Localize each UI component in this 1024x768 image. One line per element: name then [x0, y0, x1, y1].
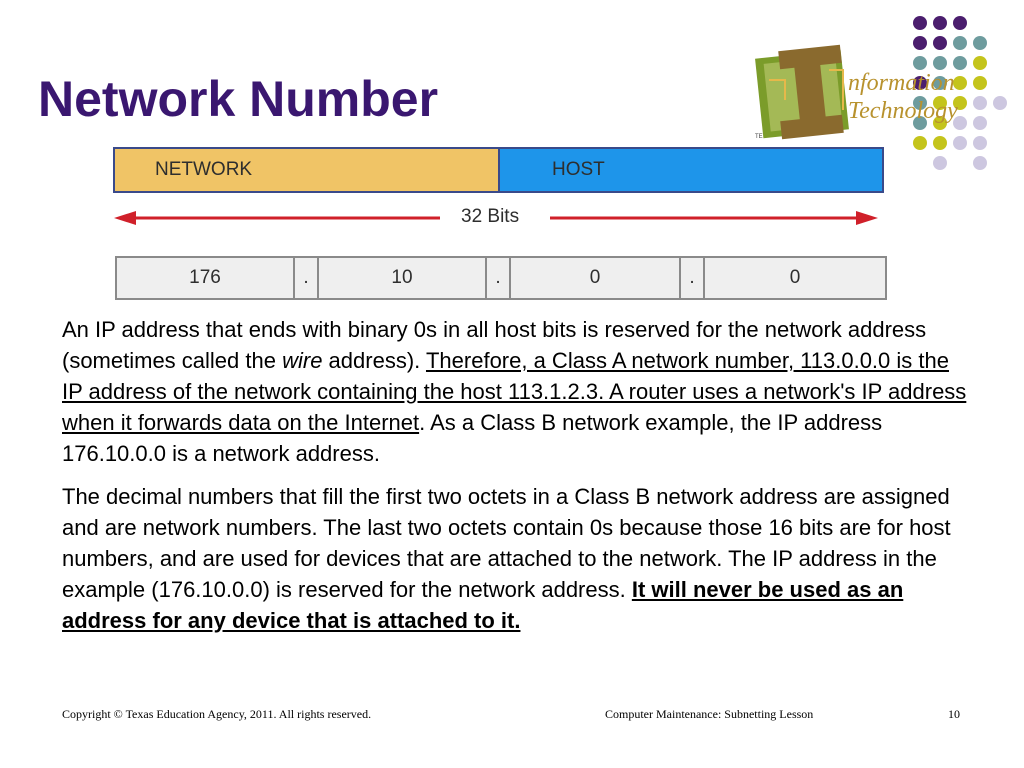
octet-4: 0	[789, 267, 801, 288]
octet-1: 176	[117, 258, 295, 298]
octet-separator: .	[295, 258, 319, 298]
paragraph-1	[62, 314, 967, 469]
octet-3: 0	[511, 258, 681, 298]
paragraph-2	[62, 481, 967, 636]
logo-text-line2: Technology	[848, 98, 958, 124]
paragraph-1-end: . As a Class B network example, the IP address 176.10.0.0 is a network address.	[62, 410, 883, 466]
paragraph-2-text: The decimal numbers that fill the first two octets in a Class B network address are assigned and are network numbers. The last two octets contain 0s because those 16 bits are for host numbers, and are used for devices that are attached to the network. The IP address in the example (176.10.0.0) is reserved for the network address.	[62, 484, 951, 602]
italic-term: wire	[282, 348, 323, 373]
slide-title: Network Number	[38, 71, 439, 127]
bits-label: 32 Bits	[461, 206, 520, 227]
footer-page-number: 10	[948, 707, 960, 721]
information-technology-logo	[745, 40, 975, 145]
octet-separator: .	[681, 258, 705, 298]
svg-text:TE: TE	[755, 134, 763, 140]
octet-separator: .	[487, 258, 511, 298]
host-portion-bar	[498, 147, 884, 193]
octet-row	[115, 256, 887, 300]
bits-arrow-row	[110, 200, 890, 240]
octet-2: 10	[319, 258, 487, 298]
paragraph-1-text-after: address).	[322, 348, 426, 373]
paragraph-1-text: An IP address that ends with binary 0s in all host bits is reserved for the network address (sometimes called the	[62, 317, 927, 373]
ip-address-diagram	[110, 146, 890, 302]
footer-course: Computer Maintenance: Subnetting Lesson	[605, 707, 814, 721]
footer-copyright: Copyright © Texas Education Agency, 2011. All rights reserved.	[62, 707, 372, 721]
host-label: HOST	[552, 159, 605, 180]
paragraph-1-underlined: Therefore, a Class A network number, 113.0.0.0 is the IP address of the network containing the host 113.1.2.3. A router uses a network's IP address when it forwards data on the Internet	[62, 348, 967, 435]
paragraph-2-emphasis: It will never be used as an address for any device that is attached to it.	[62, 577, 904, 633]
network-portion-bar	[113, 147, 500, 193]
slide-body	[62, 314, 967, 648]
logo-text-line1: nformation	[848, 70, 955, 96]
network-label: NETWORK	[155, 159, 253, 180]
